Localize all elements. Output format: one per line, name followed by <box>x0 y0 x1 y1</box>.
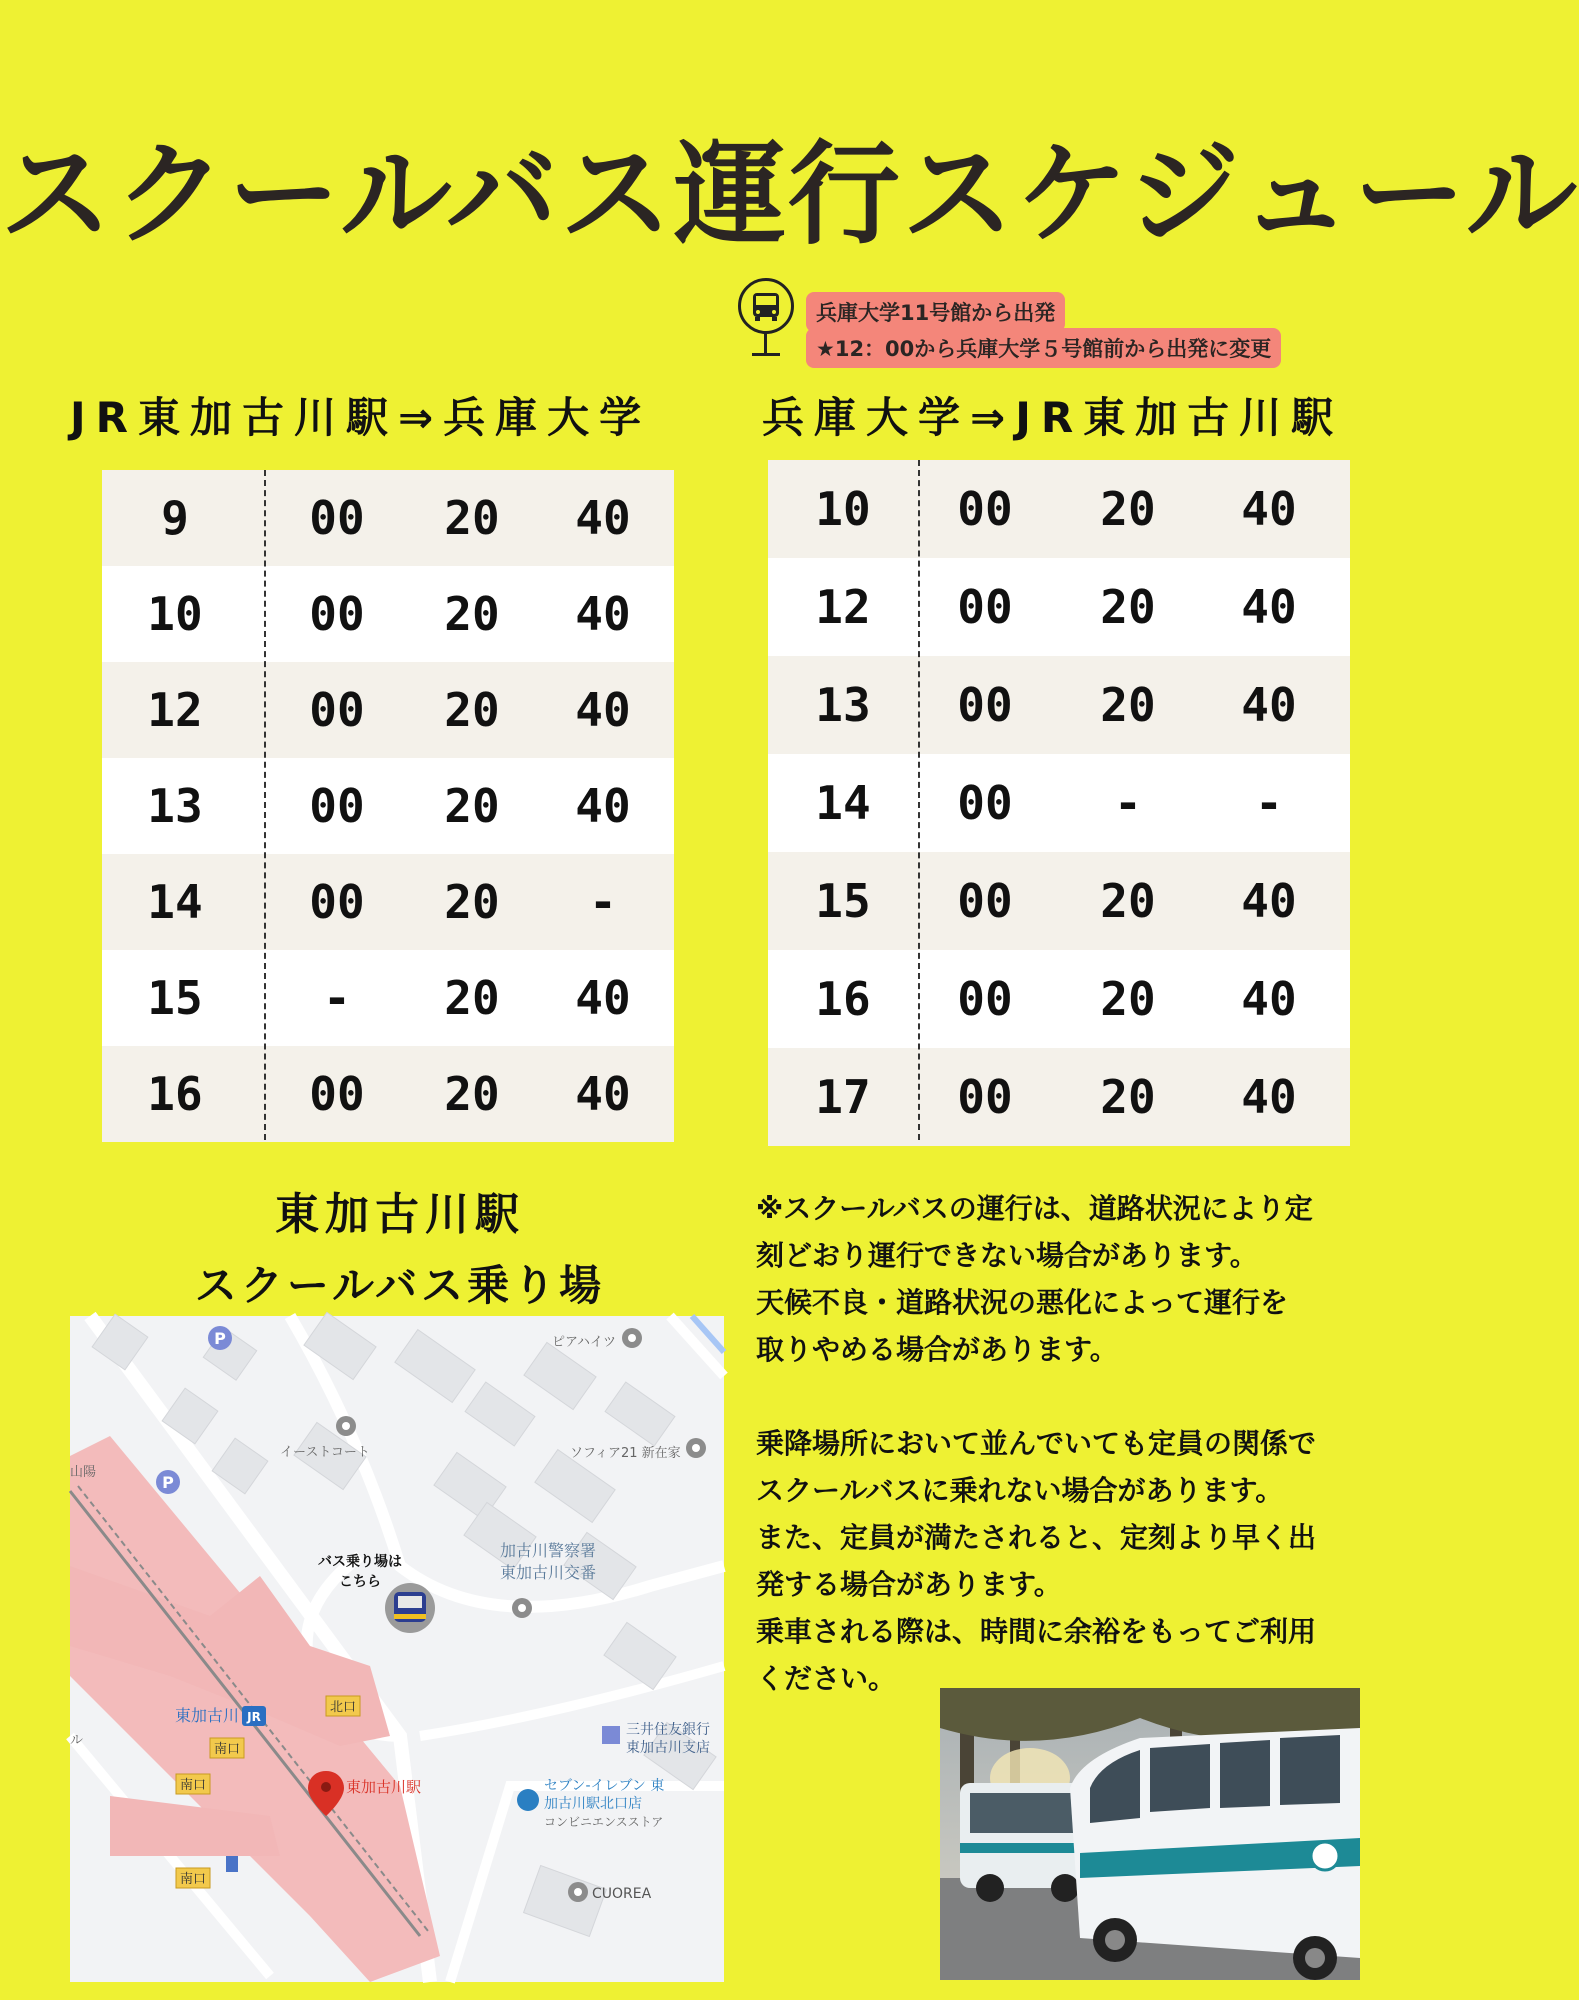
table-row <box>768 656 1350 754</box>
note-line: また、定員が満たされると、定刻より早く出 <box>756 1521 1317 1554</box>
table-row <box>102 854 674 950</box>
station-name: 東加古川駅 <box>275 1189 525 1240</box>
hour-cell: 15 <box>147 971 203 1025</box>
notice-line-2: ★12：00から兵庫大学５号館前から出発に変更 <box>806 328 1281 368</box>
minute-cell: 20 <box>1100 678 1156 732</box>
hour-cell: 13 <box>815 678 871 732</box>
svg-text:バス乗り場は: バス乗り場は <box>318 1554 402 1570</box>
svg-text:加古川警察署: 加古川警察署 <box>500 1541 597 1560</box>
svg-text:東加古川交番: 東加古川交番 <box>500 1563 597 1582</box>
minute-cell: - <box>1114 776 1142 830</box>
note-line: 発する場合があります。 <box>756 1568 1062 1601</box>
minute-cell: 40 <box>1241 1070 1297 1124</box>
hour-cell: 14 <box>815 776 871 830</box>
minute-cell: 20 <box>444 491 500 545</box>
table-row <box>102 758 674 854</box>
svg-text:コンビニエンスストア: コンビニエンスストア <box>544 1815 664 1829</box>
svg-text:東加古川支店: 東加古川支店 <box>626 1740 710 1756</box>
hour-cell: 13 <box>147 779 203 833</box>
svg-text:CUOREA: CUOREA <box>592 1886 652 1902</box>
svg-text:山陽: 山陽 <box>70 1465 97 1480</box>
hour-cell: 10 <box>147 587 203 641</box>
hour-cell: 16 <box>815 972 871 1026</box>
minute-cell: 00 <box>309 683 365 737</box>
table-row <box>768 1048 1350 1146</box>
table-row <box>102 1046 674 1142</box>
svg-text:こちら: こちら <box>339 1574 381 1590</box>
minute-cell: 40 <box>1241 874 1297 928</box>
hour-cell: 9 <box>161 491 189 545</box>
minute-cell: 20 <box>1100 1070 1156 1124</box>
route-title-to-station: 兵庫大学⇒JR東加古川駅 <box>762 393 1344 442</box>
hour-cell: 12 <box>815 580 871 634</box>
minute-cell: 20 <box>1100 874 1156 928</box>
table-row <box>102 566 674 662</box>
page-title: スクールバス運行スケジュール <box>0 130 1579 260</box>
table-row <box>102 470 674 566</box>
minute-cell: 00 <box>309 779 365 833</box>
svg-text:P: P <box>162 1473 174 1492</box>
hour-cell: 16 <box>147 1067 203 1121</box>
table-row <box>768 754 1350 852</box>
minute-cell: 40 <box>575 971 631 1025</box>
minute-cell: 40 <box>1241 482 1297 536</box>
minute-cell: 40 <box>1241 580 1297 634</box>
minute-cell: 00 <box>957 678 1013 732</box>
minute-cell: 00 <box>957 972 1013 1026</box>
minute-cell: 20 <box>444 779 500 833</box>
minute-cell: 40 <box>575 491 631 545</box>
svg-text:南口: 南口 <box>179 1872 207 1887</box>
minute-cell: 00 <box>309 491 365 545</box>
station-map <box>70 1316 724 1982</box>
minute-cell: 00 <box>309 1067 365 1121</box>
timetable-to-university <box>102 470 674 1140</box>
note-line: ※スクールバスの運行は、道路状況により定 <box>756 1192 1313 1225</box>
svg-text:南口: 南口 <box>179 1778 207 1793</box>
table-row <box>768 852 1350 950</box>
svg-text:東加古川駅: 東加古川駅 <box>346 1778 422 1796</box>
hour-cell: 17 <box>815 1070 871 1124</box>
minute-cell: 00 <box>957 874 1013 928</box>
notice-line-1: 兵庫大学11号館から出発 <box>806 292 1065 332</box>
svg-text:東加古川: 東加古川 <box>175 1706 240 1725</box>
hour-cell: 15 <box>815 874 871 928</box>
note-line: 乗降場所において並んでいても定員の関係で <box>756 1427 1317 1460</box>
table-row <box>768 950 1350 1048</box>
minute-cell: 20 <box>1100 972 1156 1026</box>
bus-stop-icon <box>738 278 794 334</box>
minute-cell: 00 <box>309 587 365 641</box>
hour-cell: 10 <box>815 482 871 536</box>
school-bus-photo <box>940 1688 1360 1980</box>
hour-cell: 14 <box>147 875 203 929</box>
hour-divider <box>264 470 266 1140</box>
map-graphic <box>70 1316 724 1982</box>
hour-cell: 12 <box>147 683 203 737</box>
minute-cell: 40 <box>575 1067 631 1121</box>
svg-text:ル: ル <box>70 1733 84 1748</box>
minute-cell: 40 <box>575 683 631 737</box>
minute-cell: 20 <box>1100 482 1156 536</box>
svg-text:ピアハイツ: ピアハイツ <box>552 1335 616 1350</box>
note-line: スクールバスに乗れない場合があります。 <box>756 1474 1284 1507</box>
note-line: 乗車される際は、時間に余裕をもってご利用 <box>756 1615 1317 1648</box>
timetable-to-station <box>768 460 1350 1140</box>
minute-cell: - <box>323 971 351 1025</box>
minute-cell: 40 <box>575 779 631 833</box>
minute-cell: 20 <box>444 683 500 737</box>
minute-cell: 00 <box>309 875 365 929</box>
minute-cell: 20 <box>1100 580 1156 634</box>
svg-text:北口: 北口 <box>329 1700 357 1715</box>
map-bus-icon <box>385 1583 435 1633</box>
minute-cell: 00 <box>957 1070 1013 1124</box>
svg-text:加古川駅北口店: 加古川駅北口店 <box>544 1796 642 1812</box>
table-row <box>102 950 674 1046</box>
minute-cell: 20 <box>444 875 500 929</box>
table-row <box>768 558 1350 656</box>
table-row <box>102 662 674 758</box>
notes <box>756 1185 1376 1702</box>
minute-cell: 40 <box>1241 972 1297 1026</box>
svg-text:ソフィア21 新在家: ソフィア21 新在家 <box>570 1446 681 1461</box>
minute-cell: 00 <box>957 482 1013 536</box>
svg-text:セブン-イレブン 東: セブン-イレブン 東 <box>544 1778 665 1794</box>
minute-cell: - <box>589 875 617 929</box>
minute-cell: 20 <box>444 1067 500 1121</box>
route-title-to-university: JR東加古川駅⇒兵庫大学 <box>70 393 652 442</box>
minute-cell: 40 <box>1241 678 1297 732</box>
minute-cell: 40 <box>575 587 631 641</box>
note-line: 天候不良・道路状況の悪化によって運行を <box>756 1286 1289 1319</box>
minute-cell: 20 <box>444 971 500 1025</box>
minute-cell: - <box>1255 776 1283 830</box>
svg-text:P: P <box>214 1329 226 1348</box>
svg-text:三井住友銀行: 三井住友銀行 <box>626 1722 710 1738</box>
svg-text:南口: 南口 <box>213 1742 241 1757</box>
bus-stop-name: スクールバス乗り場 <box>194 1261 606 1310</box>
minute-cell: 00 <box>957 580 1013 634</box>
hour-divider <box>918 460 920 1140</box>
minute-cell: 00 <box>957 776 1013 830</box>
note-line: ください。 <box>756 1662 897 1695</box>
note-line: 取りやめる場合があります。 <box>756 1333 1118 1366</box>
svg-text:イーストコート: イーストコート <box>280 1445 370 1460</box>
table-row <box>768 460 1350 558</box>
note-line: 刻どおり運行できない場合があります。 <box>756 1239 1258 1272</box>
minute-cell: 20 <box>444 587 500 641</box>
svg-text:JR: JR <box>247 1710 261 1724</box>
